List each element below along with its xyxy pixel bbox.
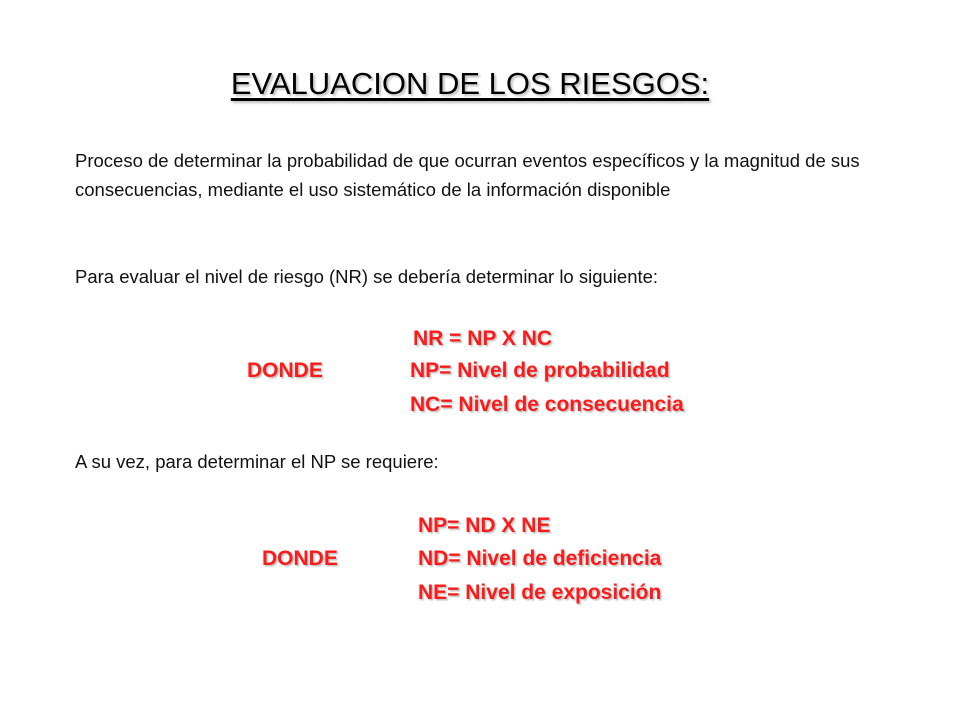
nc-definition: NC= Nivel de consecuencia xyxy=(410,393,684,416)
definition-paragraph: Proceso de determinar la probabilidad de que ocurran eventos específicos y la magnitud de sus consecuencias, mediante el uso sistemático de la información disponible xyxy=(75,150,860,200)
slide-title: EVALUACION DE LOS RIESGOS: xyxy=(230,66,710,101)
nr-formula: NR = NP X NC xyxy=(413,327,553,350)
nr-donde-label: DONDE xyxy=(247,359,323,382)
np-formula: NP= ND X NE xyxy=(418,514,551,537)
nr-intro-paragraph: Para evaluar el nivel de riesgo (NR) se debería determinar lo siguiente: xyxy=(75,266,659,287)
np-intro-paragraph: A su vez, para determinar el NP se requiere: xyxy=(75,451,439,472)
np-donde-label: DONDE xyxy=(262,547,338,570)
ne-definition: NE= Nivel de exposición xyxy=(418,581,662,604)
nd-definition: ND= Nivel de deficiencia xyxy=(418,547,662,570)
np-definition: NP= Nivel de probabilidad xyxy=(410,359,670,382)
